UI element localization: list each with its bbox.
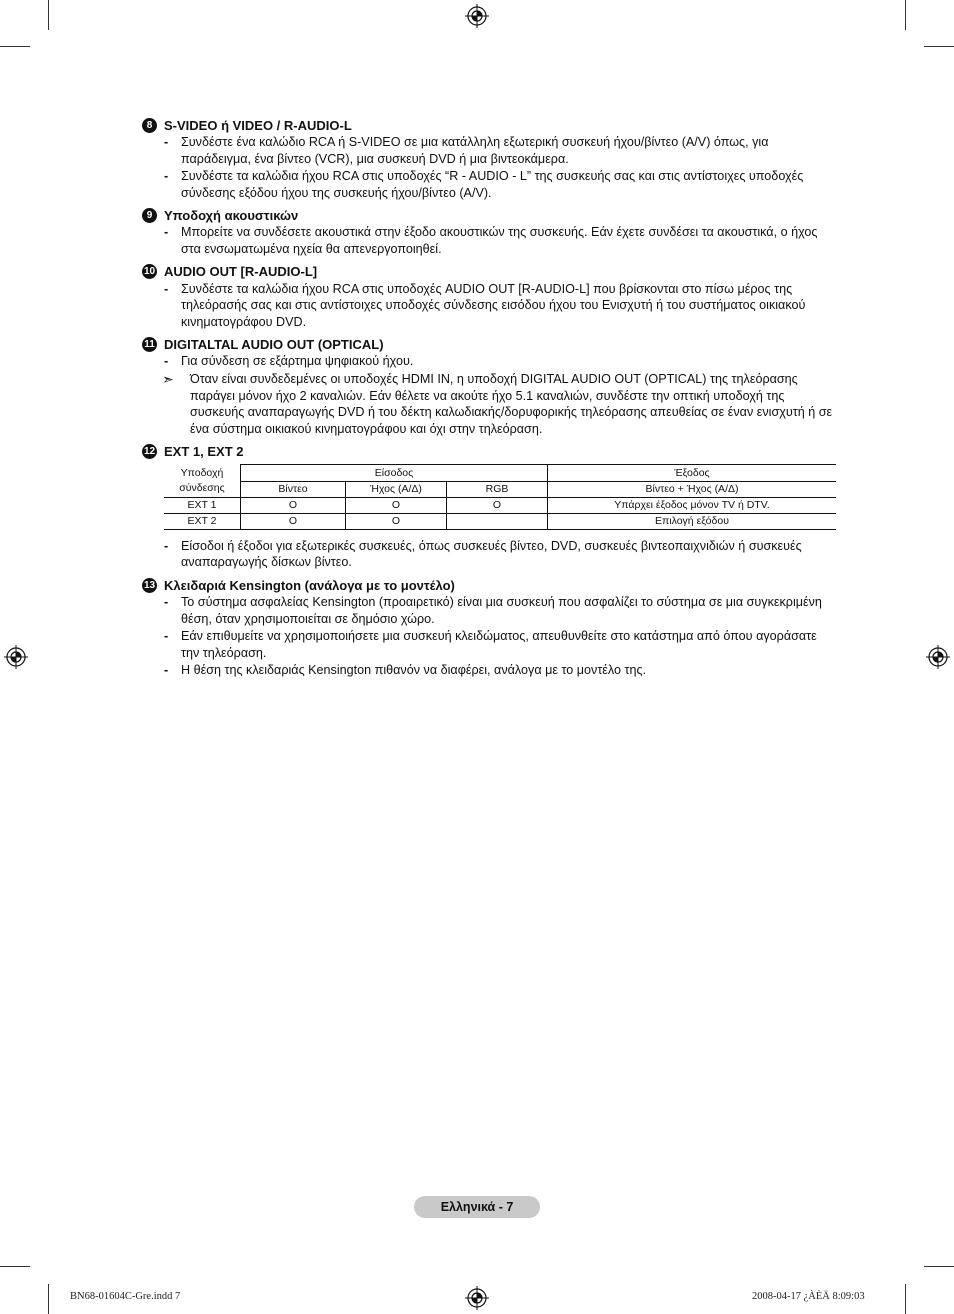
- bullet-dash: -: [164, 281, 169, 296]
- page-content: [142, 116, 836, 684]
- bullet-dash: -: [164, 135, 169, 149]
- input-header: Είσοδος: [241, 465, 548, 481]
- section-title: S-VIDEO ή VIDEO / R-AUDIO-L: [164, 117, 352, 133]
- section-audio-out: [142, 263, 836, 331]
- list-item: [142, 662, 836, 679]
- section-headphones: [142, 206, 836, 257]
- crop-mark: [48, 0, 49, 30]
- page-number-badge: Ελληνικά - 7: [414, 1196, 540, 1218]
- section-title: DIGITALTAL AUDIO OUT (OPTICAL): [164, 336, 384, 352]
- section-number-badge: 13: [143, 579, 156, 591]
- corner-line: Υποδοχή: [180, 466, 224, 479]
- cell-video: O: [241, 497, 346, 513]
- cell-video: O: [241, 513, 346, 529]
- note-arrow-icon: ➣: [162, 370, 174, 387]
- row-name: EXT 2: [164, 513, 241, 529]
- section-title: Υποδοχή ακουστικών: [164, 207, 299, 223]
- section-s-video: [142, 116, 836, 201]
- output-header: Έξοδος: [548, 465, 837, 481]
- note: [142, 371, 836, 437]
- table-header-row: [164, 465, 836, 481]
- list-item: [142, 628, 836, 661]
- ext-connector-table: [164, 464, 836, 530]
- crop-mark: [924, 1266, 954, 1267]
- crop-mark: [924, 46, 954, 47]
- section-number-badge: 12: [143, 445, 156, 457]
- crop-mark: [48, 1284, 49, 1314]
- bullet-dash: -: [164, 538, 169, 553]
- list-item: [142, 353, 836, 370]
- section-title: AUDIO OUT [R-AUDIO-L]: [164, 264, 318, 280]
- bullet-text: Συνδέστε τα καλώδια ήχου RCA στις υποδοχές “R - AUDIO - L” της συσκευής σας και στις αντίστοιχες υποδοχές σύνδεσης εξόδου ήχου της συσκευής ήχου/βίντεο (A/V).: [181, 169, 804, 200]
- cell-rgb: [447, 513, 548, 529]
- subheader-video: Βίντεο: [241, 481, 346, 497]
- section-ext: [142, 442, 836, 571]
- section-title: EXT 1, EXT 2: [164, 443, 244, 459]
- list-item: [142, 168, 836, 201]
- subheader-output: Βίντεο + Ήχος (Α/Δ): [548, 481, 837, 497]
- bullet-text: Συνδέστε τα καλώδια ήχου RCA στις υποδοχές AUDIO OUT [R-AUDIO-L] που βρίσκονται στο πίσω μέρος της τηλεόρασής σας και στις αντίστοιχες υποδοχές σύνδεσης εισόδου ήχου του Ενισχυτή ή του συστήματος οικιακού κινηματογράφου DVD.: [181, 281, 806, 329]
- section-number-badge: 10: [143, 266, 156, 278]
- date-slug: 2008-04-17 ¿ÀÈÄ 8:09:03: [752, 1291, 865, 1302]
- section-heading: [142, 335, 836, 353]
- table-row: [164, 497, 836, 513]
- list-item: [142, 281, 836, 331]
- table-subheader-row: [164, 481, 836, 497]
- bullet-text: Συνδέστε ένα καλώδιο RCA ή S-VIDEO σε μια κατάλληλη εξωτερική συσκευή ήχου/βίντεο (A/V) όπως, για παράδειγμα, ένα βίντεο (VCR), μια συσκευή DVD ή μια βιντεοκάμερα.: [181, 135, 769, 166]
- bullet-dash: -: [164, 629, 169, 644]
- section-heading: [142, 576, 836, 594]
- corner-line: σύνδεσης: [179, 481, 225, 494]
- bullet-dash: -: [164, 169, 169, 184]
- section-number-badge: 9: [142, 208, 157, 223]
- file-slug: BN68-01604C-Gre.indd 7: [70, 1291, 181, 1302]
- bullet-text: Είσοδοι ή έξοδοι για εξωτερικές συσκευές, όπως συσκευές βίντεο, DVD, συσκευές βιντεοπαιχνιδιών ή συσκευές αναπαραγωγής δίσκων βίντεο.: [181, 538, 802, 570]
- bullet-text: Εάν επιθυμείτε να χρησιμοποιήσετε μια συσκευή κλειδώματος, απευθυνθείτε στο κατάστημα από όπου αγοράσατε την τηλεόραση.: [181, 629, 817, 660]
- registration-mark-icon: [926, 645, 950, 669]
- crop-mark: [0, 1266, 30, 1267]
- cell-rgb: O: [447, 497, 548, 513]
- row-name: EXT 1: [164, 497, 241, 513]
- note-text: Όταν είναι συνδεδεμένες οι υποδοχές HDMI IN, η υποδοχή DIGITAL AUDIO OUT (OPTICAL) της τηλεόρασης παράγει μόνον ήχο 2 καναλιών. Εάν θέλετε να ακούτε ήχο 5.1 καναλιών, συνδέστε την οπτική υποδοχή της συσκευής αναπαραγωγής DVD ή του δέκτη καλωδιακής/δορυφορικής τηλεόρασης απευθείας σε έναν ενισχυτή ή σε ένα σύστημα οικιακού κινηματογράφου και όχι στην τηλεόραση.: [190, 371, 833, 436]
- bullet-text: Το σύστημα ασφαλείας Kensington (προαιρετικό) είναι μια συσκευή που ασφαλίζει το σύστημα σε μια συγκεκριμένη θέση, όταν χρησιμοποιείται σε δημόσιο χώρο.: [181, 595, 822, 626]
- section-kensington: [142, 576, 836, 679]
- section-heading: [142, 442, 836, 460]
- registration-mark-icon: [465, 4, 489, 28]
- bullet-text: Η θέση της κλειδαριάς Kensington πιθανόν να διαφέρει, ανάλογα με το μοντέλο της.: [181, 663, 647, 678]
- registration-mark-icon: [465, 1286, 489, 1310]
- list-item: [142, 224, 836, 257]
- table-corner-header: [164, 465, 241, 498]
- list-item: [142, 538, 836, 571]
- bullet-dash: -: [164, 225, 169, 240]
- bullet-text: Για σύνδεση σε εξάρτημα ψηφιακού ήχου.: [181, 354, 414, 369]
- bullet-dash: -: [164, 595, 169, 609]
- bullet-text: Μπορείτε να συνδέσετε ακουστικά στην έξοδο ακουστικών της συσκευής. Εάν έχετε συνδέσει τα ακουστικά, ο ήχος στα ενσωματωμένα ηχεία θα απενεργοποιηθεί.: [181, 225, 818, 256]
- bullet-dash: -: [164, 663, 169, 678]
- section-heading: [142, 263, 836, 281]
- table-row: [164, 513, 836, 529]
- registration-mark-icon: [4, 645, 28, 669]
- section-number-badge: 8: [142, 118, 157, 133]
- bullet-dash: -: [164, 354, 169, 369]
- list-item: [142, 594, 836, 627]
- section-title: Κλειδαριά Kensington (ανάλογα με το μοντέλο): [164, 577, 455, 593]
- crop-mark: [905, 0, 906, 30]
- section-heading: [142, 116, 836, 134]
- crop-mark: [0, 46, 30, 47]
- cell-audio: O: [346, 497, 447, 513]
- cell-output: Υπάρχει έξοδος μόνον TV ή DTV.: [548, 497, 837, 513]
- crop-mark: [905, 1284, 906, 1314]
- subheader-audio: Ήχος (Α/Δ): [346, 481, 447, 497]
- cell-output: Επιλογή εξόδου: [548, 513, 837, 529]
- section-heading: [142, 206, 836, 224]
- section-number-badge: 11: [142, 337, 157, 352]
- subheader-rgb: RGB: [447, 481, 548, 497]
- cell-audio: O: [346, 513, 447, 529]
- section-digital-audio-out: [142, 335, 836, 437]
- list-item: [142, 134, 836, 167]
